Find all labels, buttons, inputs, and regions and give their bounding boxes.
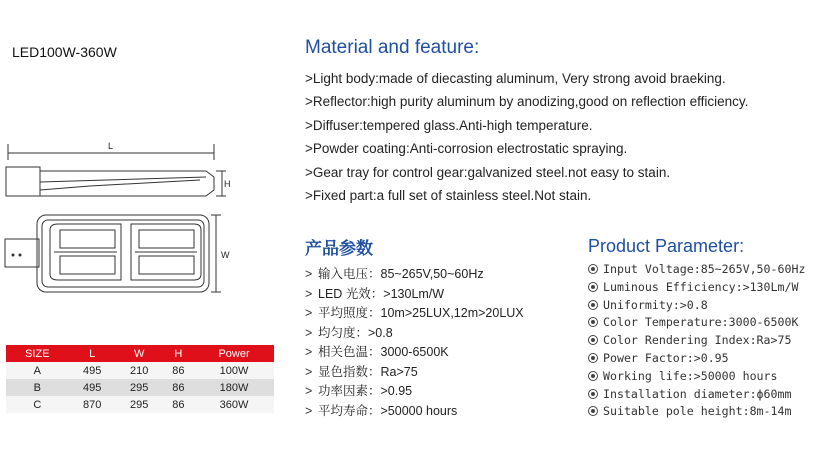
dim-h-label: H xyxy=(224,179,231,189)
product-drawing xyxy=(0,130,270,310)
list-marker: > xyxy=(305,345,313,359)
list-item: >Diffuser:tempered glass.Anti-high temperature. xyxy=(305,117,593,133)
list-item xyxy=(588,261,805,279)
en-params-title: Product Parameter: xyxy=(588,236,745,256)
list-marker: > xyxy=(305,403,313,418)
led-module xyxy=(139,230,194,248)
list-item xyxy=(305,402,524,422)
list-item-text: Uniformity:>0.8 xyxy=(603,297,708,312)
table-cell: 870 xyxy=(69,396,116,413)
list-marker: > xyxy=(305,325,313,340)
list-item xyxy=(588,314,805,332)
table-header-cell: H xyxy=(163,345,194,362)
bullet-icon xyxy=(588,353,598,363)
bullet-icon xyxy=(588,371,598,381)
table-cell: 100W xyxy=(194,362,274,379)
table-cell: 86 xyxy=(163,396,194,413)
list-item xyxy=(588,350,805,368)
table-row xyxy=(6,362,274,379)
list-marker: > xyxy=(305,286,313,301)
list-item-text: LED 光效：>130Lm/W xyxy=(318,286,445,301)
dim-l-label: L xyxy=(108,141,114,151)
list-item xyxy=(305,265,524,285)
list-item: >Reflector:high purity aluminum by anodizing,good on reflection efficiency. xyxy=(305,94,749,110)
list-marker: > xyxy=(305,306,313,320)
table-cell: 86 xyxy=(163,362,194,379)
mount-hole xyxy=(12,254,15,257)
table-header-cell: Power xyxy=(194,345,274,362)
table-cell: 495 xyxy=(69,362,116,379)
list-item-text: Installation diameter:ϕ60mm xyxy=(603,386,792,401)
bullet-icon xyxy=(588,335,598,345)
table-cell: A xyxy=(6,362,69,379)
model-title: LED100W-360W xyxy=(12,44,117,60)
led-module xyxy=(60,230,115,248)
table-row xyxy=(6,379,274,396)
table-cell: 295 xyxy=(116,396,163,413)
list-item xyxy=(305,343,524,363)
table-cell: 360W xyxy=(194,396,274,413)
table-header-cell: L xyxy=(69,345,116,362)
list-item xyxy=(305,285,524,305)
table-header-cell: SIZE xyxy=(6,345,69,362)
list-item xyxy=(588,368,805,386)
bullet-icon xyxy=(588,389,598,399)
cn-params-list xyxy=(305,265,524,421)
list-item-text: 相关色温：3000-6500K xyxy=(318,345,449,359)
list-marker: > xyxy=(305,267,313,281)
list-item-text: Working life:>50000 hours xyxy=(603,368,778,383)
dim-w-label: W xyxy=(221,250,230,260)
size-spec-table xyxy=(6,345,274,413)
material-feature-list xyxy=(305,68,748,208)
table-cell: 495 xyxy=(69,379,116,396)
table-cell: C xyxy=(6,396,69,413)
list-marker: > xyxy=(305,384,313,398)
list-item xyxy=(305,304,524,324)
led-module xyxy=(60,256,115,274)
list-item xyxy=(588,297,805,315)
table-header-row xyxy=(6,345,274,362)
list-item-text: Color Rendering Index:Ra>75 xyxy=(603,333,792,348)
list-item-text: 平均寿命：>50000 hours xyxy=(318,403,458,418)
list-item-text: 输入电压：85~265V,50~60Hz xyxy=(318,267,484,281)
list-item-text: Input Voltage:85~265V,50-60Hz xyxy=(603,262,806,276)
list-item xyxy=(588,386,805,404)
list-item-text: Suitable pole height:8m-14m xyxy=(603,404,792,419)
table-cell: 210 xyxy=(116,362,163,379)
list-item xyxy=(305,363,524,383)
list-item: >Powder coating:Anti-corrosion electrostatic spraying. xyxy=(305,141,628,157)
list-item-text: Luminous Efficiency:>130Lm/W xyxy=(603,279,799,294)
list-item-text: 均匀度：>0.8 xyxy=(318,325,393,340)
list-item: >Fixed part:a full set of stainless steel.Not stain. xyxy=(305,187,592,203)
table-cell: 295 xyxy=(116,379,163,396)
list-item xyxy=(305,382,524,402)
bullet-icon xyxy=(588,282,598,292)
led-module xyxy=(139,256,194,274)
table-cell: 180W xyxy=(194,379,274,396)
list-item-text: 显色指数：Ra>75 xyxy=(318,364,418,379)
list-item-text: 平均照度：10m>25LUX,12m>20LUX xyxy=(318,306,524,320)
cn-params-title: 产品参数 xyxy=(305,239,373,258)
list-item xyxy=(588,403,805,421)
list-item xyxy=(305,324,524,344)
list-item-text: Power Factor:>0.95 xyxy=(603,350,729,365)
side-view-mount xyxy=(6,167,40,196)
bullet-icon xyxy=(588,317,598,327)
table-cell: B xyxy=(6,379,69,396)
en-params-list xyxy=(588,261,805,421)
table-cell: 86 xyxy=(163,379,194,396)
table-header-cell: W xyxy=(116,345,163,362)
list-marker: > xyxy=(305,364,313,379)
list-item: >Gear tray for control gear:galvanized steel.not easy to stain. xyxy=(305,164,671,180)
table-row xyxy=(6,396,274,413)
list-item-text: Color Temperature:3000-6500K xyxy=(603,315,799,330)
mount-hole xyxy=(19,254,22,257)
list-item: >Light body:made of diecasting aluminum, Very strong avoid braeking. xyxy=(305,71,726,86)
bullet-icon xyxy=(588,406,598,416)
list-item-text: 功率因素：>0.95 xyxy=(318,384,413,398)
top-view-mount xyxy=(5,239,39,267)
bullet-icon xyxy=(588,300,598,310)
list-item xyxy=(588,332,805,350)
bullet-icon xyxy=(588,264,598,274)
list-item xyxy=(588,279,805,297)
material-title: Material and feature: xyxy=(305,37,480,58)
